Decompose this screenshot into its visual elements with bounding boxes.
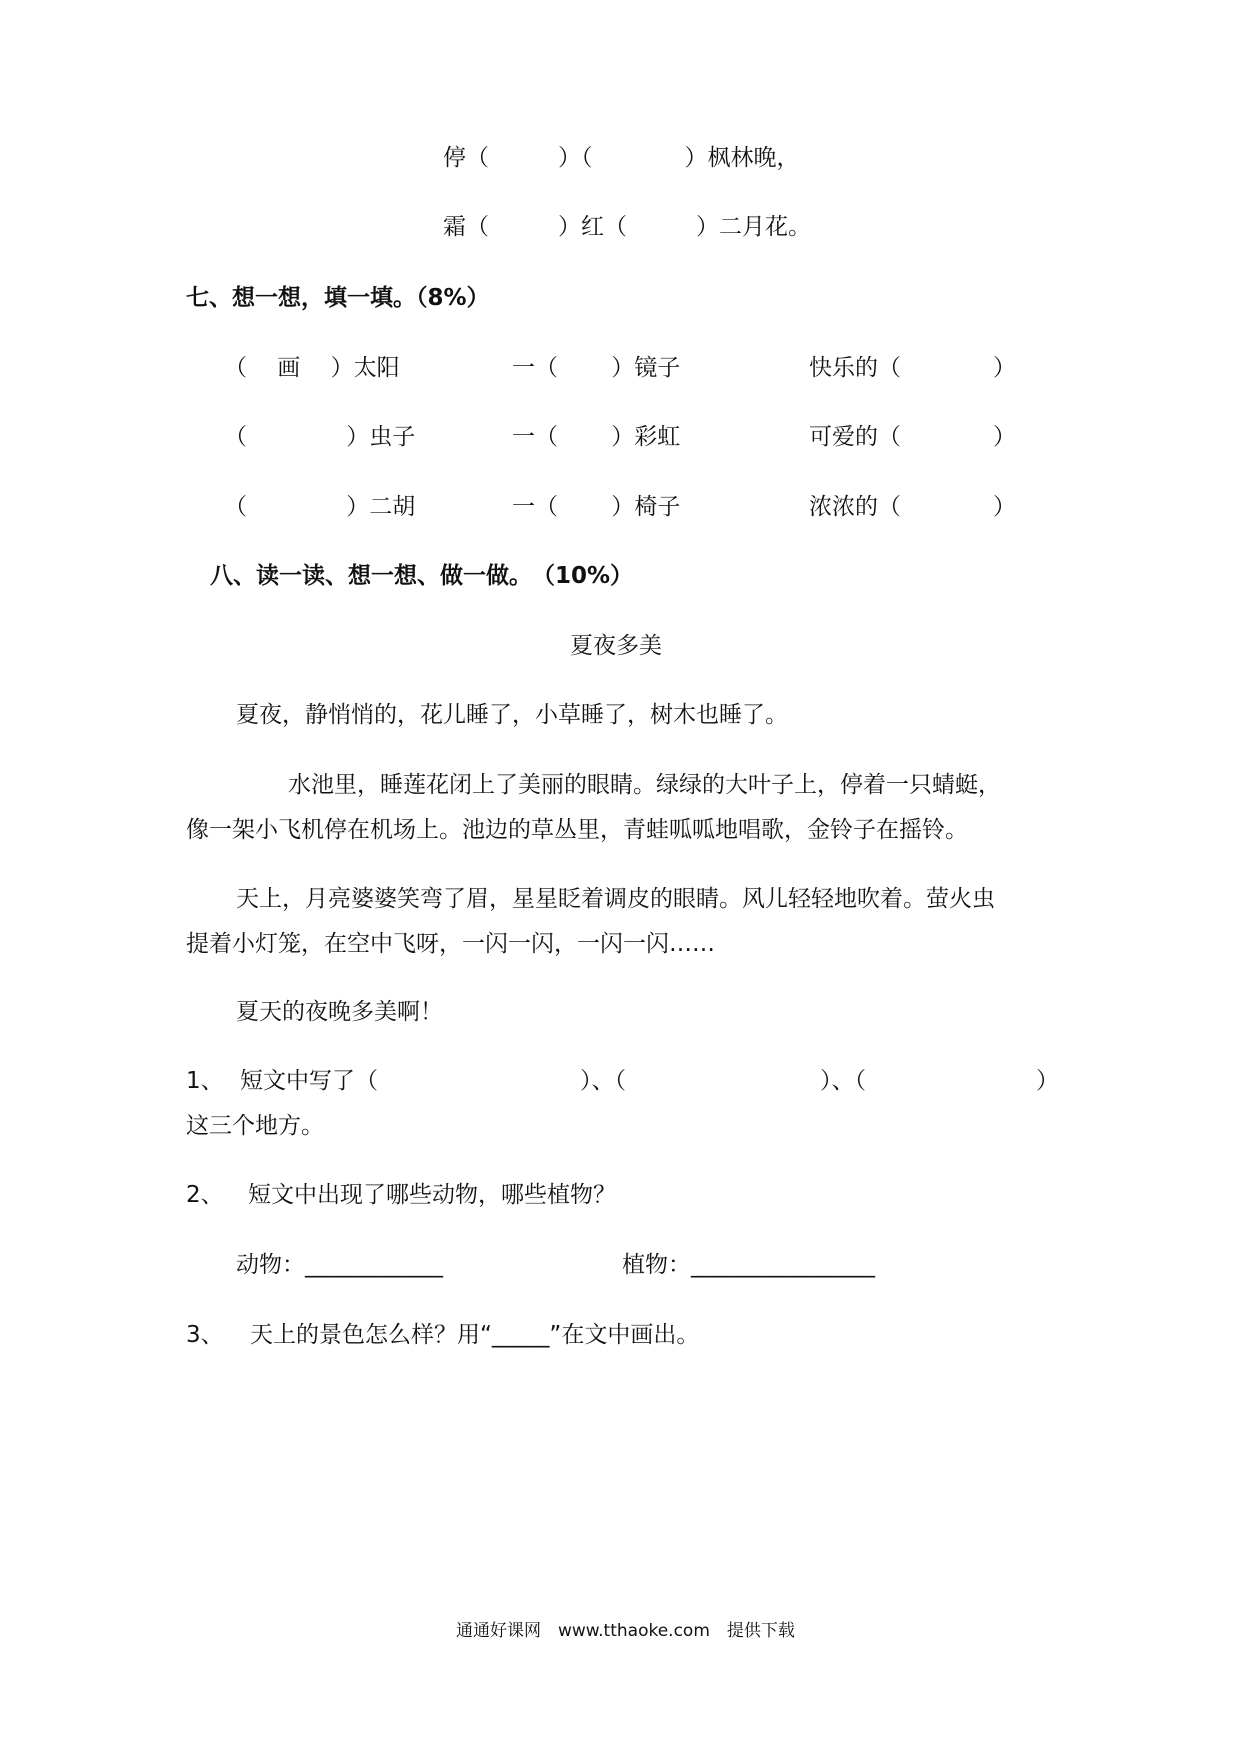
section-7-heading: 七、想一想，填一填。（8%） (186, 285, 490, 311)
question-3-number: 3、 (186, 1322, 224, 1348)
question-2-text: 短文中出现了哪些动物，哪些植物？ (248, 1182, 616, 1208)
animals-answer-line: 动物：____________ (236, 1252, 443, 1278)
question-1-text: ） (1036, 1068, 1059, 1094)
fill-item: 一（ ）镜子 (512, 355, 681, 381)
question-1-number: 1、 (186, 1068, 224, 1094)
passage-paragraph: 水池里，睡莲花闭上了美丽的眼睛。绿绿的大叶子上，停着一只蜻蜓， (288, 772, 1001, 798)
fill-item: （ 画 ）太阳 (224, 355, 400, 381)
passage-paragraph: 夏天的夜晚多美啊！ (236, 999, 443, 1025)
passage-paragraph: 夏夜，静悄悄的，花儿睡了，小草睡了，树木也睡了。 (236, 702, 788, 728)
passage-paragraph: 提着小灯笼，在空中飞呀，一闪一闪，一闪一闪…… (186, 931, 715, 957)
question-1-text: ）、（ (580, 1068, 626, 1094)
poem-line-1: 停（ ）（ ）枫林晚， (443, 145, 800, 171)
poem-line-2: 霜（ ）红（ ）二月花。 (443, 214, 811, 240)
question-1-text: ）、（ (820, 1068, 866, 1094)
passage-paragraph: 像一架小飞机停在机场上。池边的草丛里，青蛙呱呱地唱歌，金铃子在摇铃。 (186, 817, 968, 843)
fill-item: 可爱的（ ） (809, 424, 1016, 450)
plants-answer-line: 植物：________________ (622, 1252, 875, 1278)
fill-item: 一（ ）椅子 (512, 494, 681, 520)
question-1-text: 这三个地方。 (186, 1113, 324, 1139)
fill-item: 一（ ）彩虹 (512, 424, 681, 450)
fill-item: （ ）二胡 (224, 494, 416, 520)
fill-item: 快乐的（ ） (809, 355, 1016, 381)
fill-item: 浓浓的（ ） (809, 494, 1016, 520)
passage-paragraph: 天上，月亮婆婆笑弯了眉，星星眨着调皮的眼睛。风儿轻轻地吹着。萤火虫 (236, 886, 995, 912)
passage-title: 夏夜多美 (570, 633, 662, 659)
fill-item: （ ）虫子 (224, 424, 416, 450)
footer-text: 通通好课网 www.tthaoke.com 提供下载 (456, 1621, 795, 1641)
question-1-text: 短文中写了（ (240, 1068, 378, 1094)
section-8-heading: 八、读一读、想一想、做一做。 （10%） (210, 563, 634, 589)
question-3-text: 天上的景色怎么样？用“_____”在文中画出。 (250, 1322, 700, 1348)
question-2-number: 2、 (186, 1182, 224, 1208)
